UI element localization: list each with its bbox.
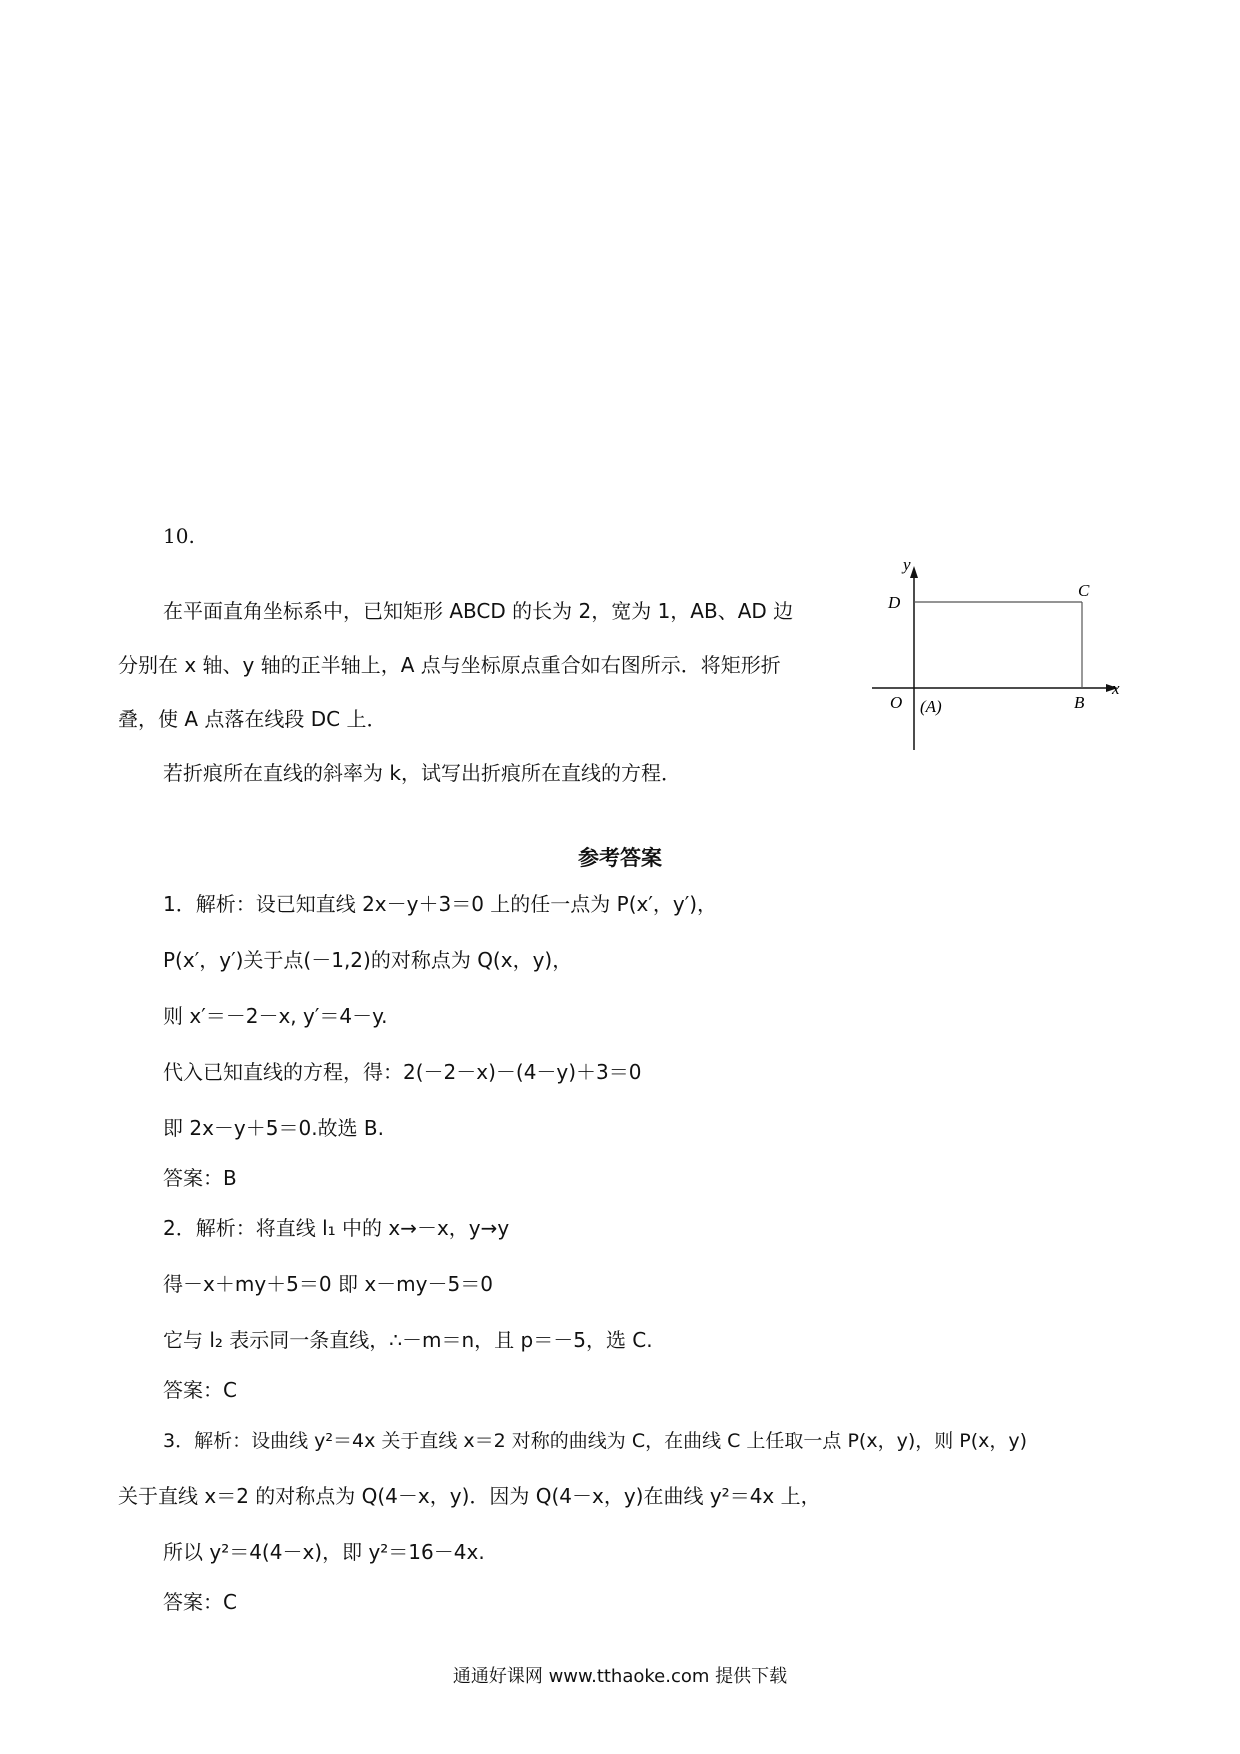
answer-line-1: 1．解析：设已知直线 2x－y＋3＝0 上的任一点为 P(x′，y′)， <box>163 892 718 916</box>
label-x: x <box>1112 679 1120 698</box>
answer-line-8: 得－x＋my＋5＝0 即 x－my－5＝0 <box>163 1272 493 1296</box>
problem-line-2: 分别在 x 轴、y 轴的正半轴上，A 点与坐标原点重合如右图所示．将矩形折 <box>118 653 781 677</box>
problem-number: 10. <box>163 524 195 548</box>
answer-line-14: 答案：C <box>163 1590 237 1614</box>
problem-line-3: 叠，使 A 点落在线段 DC 上． <box>118 707 387 731</box>
answers-title: 参考答案 <box>578 846 662 870</box>
y-axis-arrow <box>910 566 918 578</box>
answer-line-4: 代入已知直线的方程，得：2(－2－x)－(4－y)＋3＝0 <box>163 1060 642 1084</box>
answer-line-10: 答案：C <box>163 1378 237 1402</box>
answer-line-6: 答案：B <box>163 1166 237 1190</box>
label-A: (A) <box>920 697 942 716</box>
answer-line-9: 它与 l₂ 表示同一条直线，∴－m＝n，且 p＝－5，选 C. <box>163 1328 653 1352</box>
answer-line-7: 2．解析：将直线 l₁ 中的 x→－x，y→y <box>163 1216 510 1240</box>
rectangle-figure <box>860 560 1130 760</box>
label-O: O <box>890 693 903 712</box>
page-footer: 通通好课网 www.tthaoke.com 提供下载 <box>452 1666 788 1687</box>
answer-line-12: 关于直线 x＝2 的对称点为 Q(4－x，y)．因为 Q(4－x，y)在曲线 y²＝4x 上， <box>118 1484 821 1508</box>
label-y: y <box>903 560 911 574</box>
problem-line-4: 若折痕所在直线的斜率为 k，试写出折痕所在直线的方程． <box>163 761 681 785</box>
answer-line-11: 3．解析：设曲线 y²＝4x 关于直线 x＝2 对称的曲线为 C，在曲线 C 上任取一点 P(x，y)，则 P(x，y) <box>163 1430 1028 1452</box>
answer-line-13: 所以 y²＝4(4－x)，即 y²＝16－4x. <box>163 1540 485 1564</box>
label-C: C <box>1078 581 1090 600</box>
answer-line-2: P(x′，y′)关于点(－1,2)的对称点为 Q(x，y)， <box>163 948 573 972</box>
problem-line-1: 在平面直角坐标系中，已知矩形 ABCD 的长为 2，宽为 1，AB、AD 边 <box>163 599 794 623</box>
label-D: D <box>888 593 901 612</box>
answer-line-5: 即 2x－y＋5＝0.故选 B. <box>163 1116 384 1140</box>
answer-line-3: 则 x′＝－2－x, y′＝4－y. <box>163 1004 388 1028</box>
label-B: B <box>1074 693 1085 712</box>
